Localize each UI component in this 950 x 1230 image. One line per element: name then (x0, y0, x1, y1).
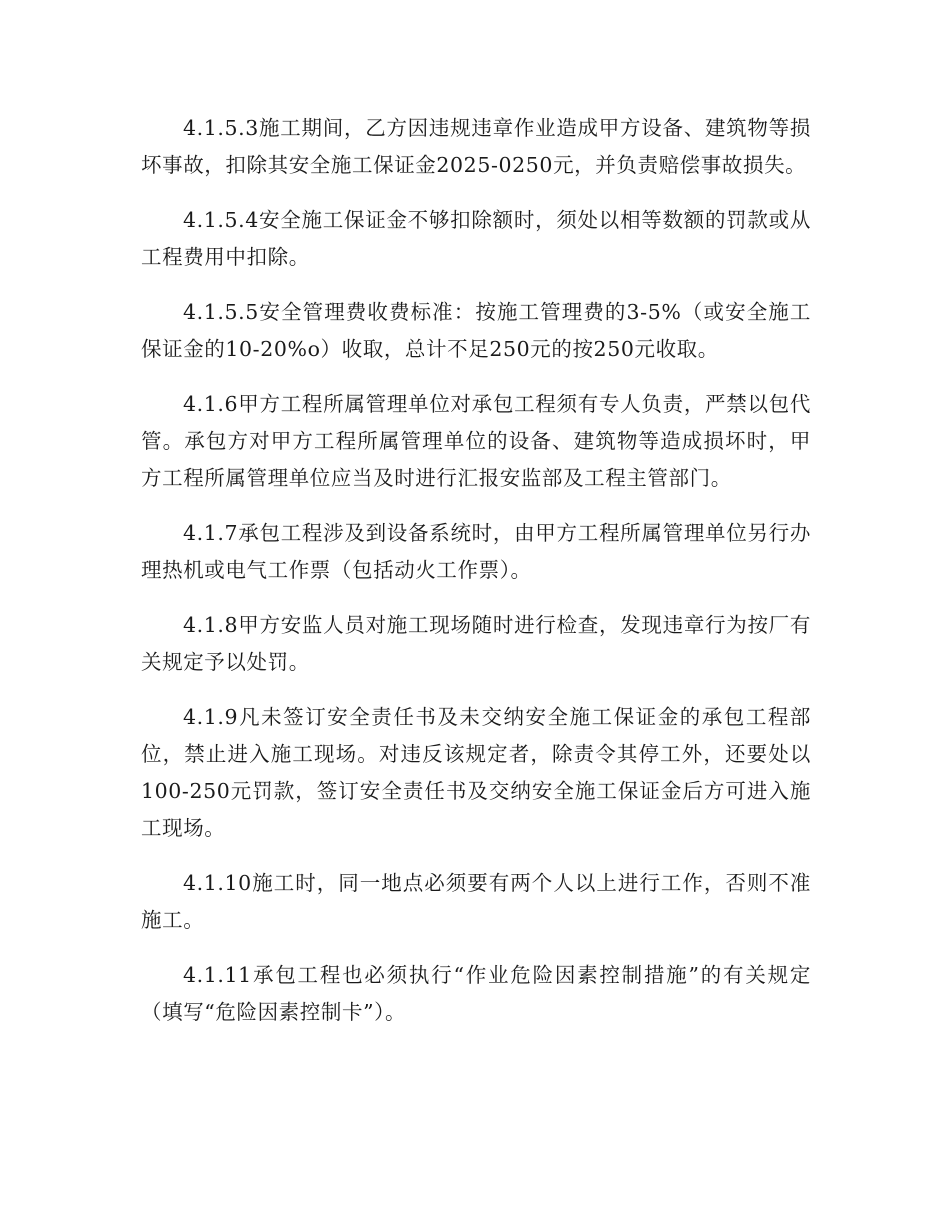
paragraph-4-1-8: 4.1.8甲方安监人员对施工现场随时进行检查，发现违章行为按厂有关规定予以处罚。 (141, 613, 811, 674)
paragraph-4-1-9: 4.1.9凡未签订安全责任书及未交纳安全施工保证金的承包工程部位，禁止进入施工现场。对违反该规定者，除责令其停工外，还要处以100-250元罚款，签订安全责任书及交纳安全施工保证金后方可进入施工现场。 (141, 705, 811, 840)
paragraph-4-1-10: 4.1.10施工时，同一地点必须要有两个人以上进行工作，否则不准施工。 (141, 871, 811, 932)
paragraph-4-1-5-5: 4.1.5.5安全管理费收费标准：按施工管理费的3-5%（或安全施工保证金的10-20%o）收取，总计不足250元的按250元收取。 (141, 300, 811, 361)
paragraph-4-1-5-3: 4.1.5.3施工期间，乙方因违规违章作业造成甲方设备、建筑物等损坏事故，扣除其安全施工保证金2025-0250元，并负责赔偿事故损失。 (141, 116, 811, 177)
paragraph-4-1-11: 4.1.11承包工程也必须执行“作业危险因素控制措施”的有关规定（填写“危险因素控制卡”）。 (141, 963, 811, 1024)
paragraph-4-1-7: 4.1.7承包工程涉及到设备系统时，由甲方工程所属管理单位另行办理热机或电气工作票（包括动火工作票）。 (141, 521, 811, 582)
paragraph-4-1-5-4: 4.1.5.4安全施工保证金不够扣除额时，须处以相等数额的罚款或从工程费用中扣除。 (141, 208, 811, 269)
document-page (141, 110, 811, 1049)
paragraph-4-1-6: 4.1.6甲方工程所属管理单位对承包工程须有专人负责，严禁以包代管。承包方对甲方工程所属管理单位的设备、建筑物等造成损坏时，甲方工程所属管理单位应当及时进行汇报安监部及工程主管部门。 (141, 392, 811, 490)
